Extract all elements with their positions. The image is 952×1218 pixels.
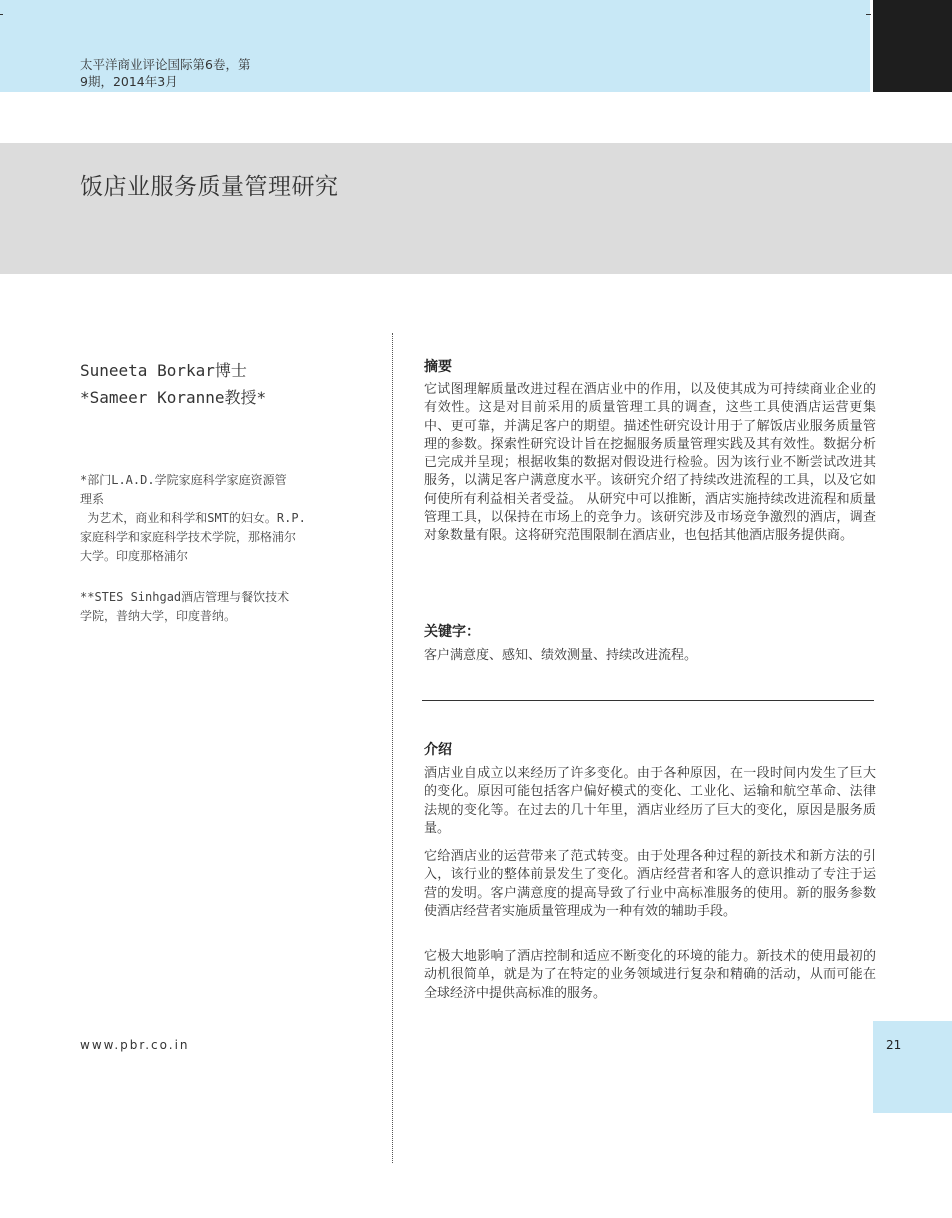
journal-citation — [80, 56, 310, 90]
introduction-paragraph: 它给酒店业的运营带来了范式转变。由于处理各种过程的新技术和新方法的引入，该行业的整体前景发生了变化。酒店经营者和客人的意识推动了专注于运营的发明。客户满意度的提高导致了行业中高标准服务的使用。新的服务参数使酒店经营者实施质量管理成为一种有效的辅助手段。 — [424, 849, 876, 919]
affiliation-line: 学院，普纳大学，印度普纳。 — [80, 609, 237, 623]
column-divider — [392, 333, 393, 1163]
author-name: *Sameer Koranne教授* — [80, 388, 267, 407]
page-number: 21 — [886, 1038, 902, 1052]
affiliation-line: 家庭科学和家庭科学技术学院，那格浦尔 — [80, 530, 297, 544]
journal-line: 9期，2014年3月 — [80, 74, 178, 89]
paper-title: 饭店业服务质量管理研究 — [80, 174, 339, 200]
affiliation-line: **STES Sinhgad酒店管理与餐饮技术 — [80, 590, 290, 604]
section-rule — [422, 700, 874, 701]
affiliation-line: *部门L.A.D.学院家庭科学家庭资源管 — [80, 473, 287, 487]
introduction-heading: 介绍 — [424, 742, 452, 758]
keywords-heading: 关键字： — [424, 624, 480, 640]
abstract-text: 它试图理解质量改进过程在酒店业中的作用，以及使其成为可持续商业企业的有效性。这是对目前采用的质量管理工具的调查，这些工具使酒店运营更集中、更可靠，并满足客户的期望。描述性研究设计用于了解饭店业服务质量管理的参数。探索性研究设计旨在挖掘服务质量管理实践及其有效性。数据分析已完成并呈现；根据收集的数据对假设进行检验。因为该行业不断尝试改进其服务，以满足客户满意度水平。该研究介绍了持续改进流程的工具，以及它如何使所有利益相关者受益。 从研究中可以推断，酒店实施持续改进流程和质量管理工具，以保持在市场上的竞争力。该研究涉及市场竞争激烈的酒店，调查对象数量有限。这将研究范围限制在酒店业，也包括其他酒店服务提供商。 — [424, 382, 876, 544]
author-name: Suneeta Borkar博士 — [80, 361, 247, 380]
affiliation-line: 为艺术，商业和科学和SMT的妇女。R.P. — [80, 511, 306, 525]
crop-mark — [0, 14, 3, 15]
affiliation-1 — [80, 471, 380, 566]
title-band — [0, 143, 952, 274]
affiliation-2 — [80, 588, 380, 626]
header-dark-block — [873, 0, 952, 92]
journal-line: 太平洋商业评论国际第6卷，第 — [80, 57, 251, 72]
introduction-paragraph: 它极大地影响了酒店控制和适应不断变化的环境的能力。新技术的使用最初的动机很简单，就是为了在特定的业务领域进行复杂和精确的活动，从而可能在全球经济中提供高标准的服务。 — [424, 949, 876, 1001]
affiliation-line: 大学。印度那格浦尔 — [80, 549, 189, 563]
footer-url[interactable]: www.pbr.co.in — [80, 1038, 190, 1052]
crop-mark — [866, 14, 871, 15]
abstract-heading: 摘要 — [424, 359, 452, 375]
keywords-text: 客户满意度、感知、绩效测量、持续改进流程。 — [424, 648, 698, 663]
author-list — [80, 357, 380, 411]
affiliation-line: 理系 — [80, 492, 105, 506]
page-number-box — [873, 1021, 952, 1113]
introduction-paragraph: 酒店业自成立以来经历了许多变化。由于各种原因，在一段时间内发生了巨大的变化。原因可能包括客户偏好模式的变化、工业化、运输和航空革命、法律法规的变化等。在过去的几十年里，酒店业经历了巨大的变化，原因是服务质量。 — [424, 766, 876, 836]
